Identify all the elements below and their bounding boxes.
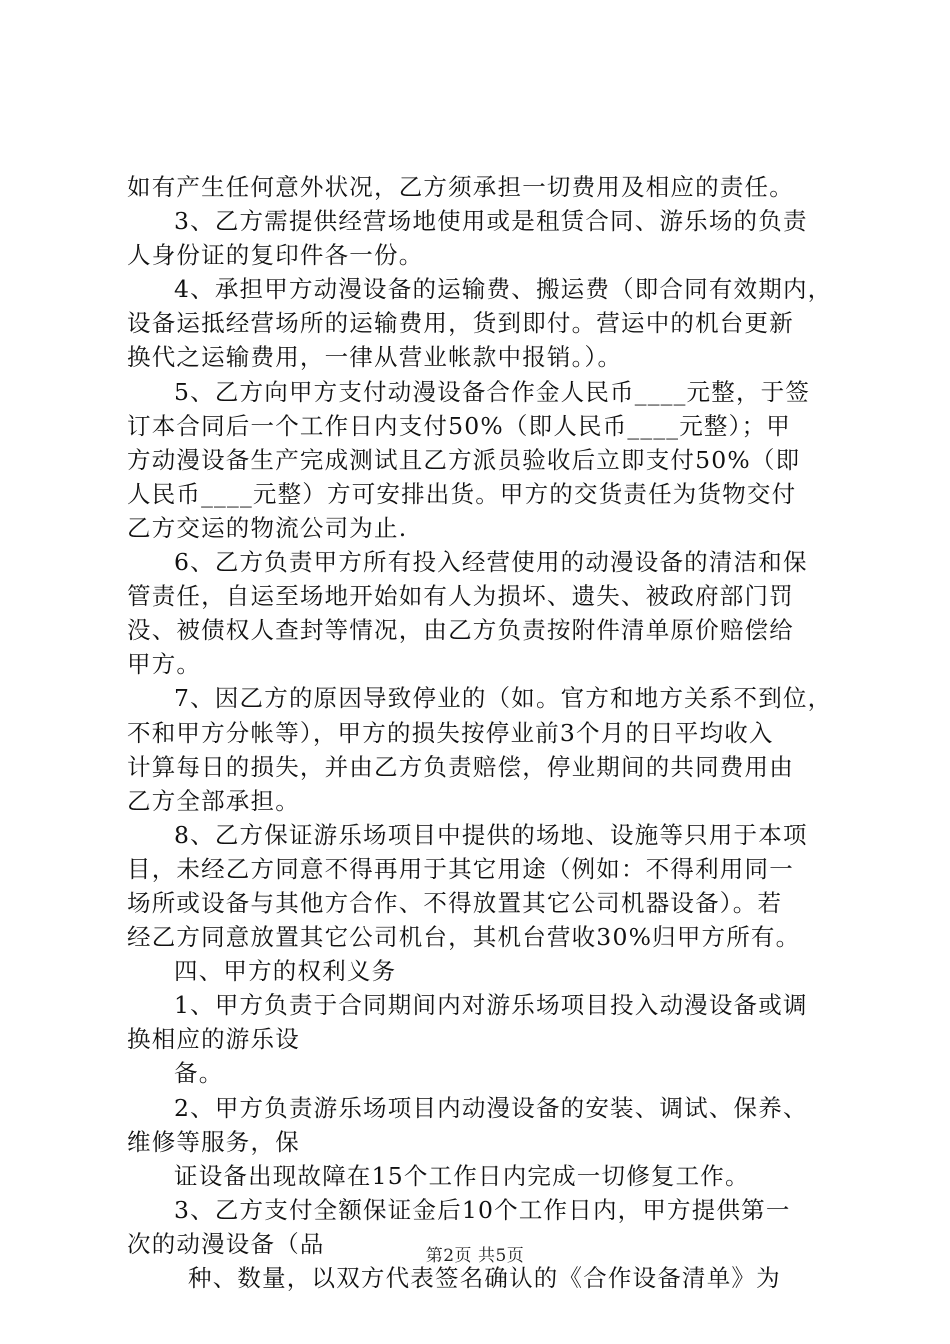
text-line: 不和甲方分帐等），甲方的损失按停业前3个月的日平均收入 bbox=[127, 718, 774, 747]
text-line: 2、甲方负责游乐场项目内动漫设备的安装、调试、保养、 bbox=[174, 1093, 808, 1122]
text-line: 4、承担甲方动漫设备的运输费、搬运费（即合同有效期内， bbox=[174, 275, 833, 304]
text-line: 备。 bbox=[174, 1059, 224, 1088]
text-line: 乙方全部承担。 bbox=[127, 786, 300, 815]
page-footer: 第2页 共5页 bbox=[425, 1246, 525, 1266]
text-line: 人身份证的复印件各一份。 bbox=[127, 241, 424, 270]
text-line: 人民币____元整）方可安排出货。甲方的交货责任为货物交付 bbox=[127, 479, 797, 508]
text-line: 3、乙方需提供经营场地使用或是租赁合同、游乐场的负责 bbox=[174, 207, 808, 236]
text-line: 甲方。 bbox=[127, 650, 202, 679]
text-line: 目，未经乙方同意不得再用于其它用途（例如：不得利用同一 bbox=[127, 854, 794, 883]
text-line: 计算每日的损失，并由乙方负责赔偿，停业期间的共同费用由 bbox=[127, 752, 794, 781]
text-line: 换相应的游乐设 bbox=[127, 1025, 300, 1054]
text-line: 设备运抵经营场所的运输费用，货到即付。营运中的机台更新 bbox=[127, 309, 794, 338]
text-line: 乙方交运的物流公司为止. bbox=[127, 513, 408, 542]
text-line: 7、因乙方的原因导致停业的（如。官方和地方关系不到位， bbox=[174, 684, 833, 713]
text-line: 如有产生任何意外状况，乙方须承担一切费用及相应的责任。 bbox=[127, 173, 794, 201]
document-body bbox=[127, 170, 832, 1295]
text-line: 方动漫设备生产完成测试且乙方派员验收后立即支付50%（即 bbox=[127, 445, 801, 474]
text-line: 四、甲方的权利义务 bbox=[174, 957, 397, 986]
text-line: 订本合同后一个工作日内支付50%（即人民币____元整）；甲 bbox=[127, 411, 791, 440]
text-line: 经乙方同意放置其它公司机台，其机台营收30%归甲方所有。 bbox=[127, 923, 801, 952]
text-line: 场所或设备与其他方合作、不得放置其它公司机器设备）。若 bbox=[127, 888, 783, 917]
text-line: 管责任，自运至场地开始如有人为损坏、遗失、被政府部门罚 bbox=[127, 582, 794, 611]
text-line: 次的动漫设备（品 bbox=[127, 1229, 325, 1258]
text-line: 证设备出现故障在15个工作日内完成一切修复工作。 bbox=[174, 1161, 750, 1190]
text-line: 6、乙方负责甲方所有投入经营使用的动漫设备的清洁和保 bbox=[174, 548, 808, 577]
text-line: 8、乙方保证游乐场项目中提供的场地、设施等只用于本项 bbox=[174, 820, 808, 849]
text-line: 1、甲方负责于合同期间内对游乐场项目投入动漫设备或调 bbox=[174, 991, 808, 1020]
text-line: 换代之运输费用，一律从营业帐款中报销。）。 bbox=[127, 343, 623, 372]
text-line: 种、数量，以双方代表签名确认的《合作设备清单》为 bbox=[188, 1264, 781, 1292]
text-line: 3、乙方支付全额保证金后10个工作日内，甲方提供第一 bbox=[174, 1195, 791, 1224]
text-line: 维修等服务，保 bbox=[127, 1127, 300, 1156]
text-line: 5、乙方向甲方支付动漫设备合作金人民币____元整，于签 bbox=[174, 377, 811, 406]
text-line: 没、被债权人查封等情况，由乙方负责按附件清单原价赔偿给 bbox=[127, 616, 794, 645]
